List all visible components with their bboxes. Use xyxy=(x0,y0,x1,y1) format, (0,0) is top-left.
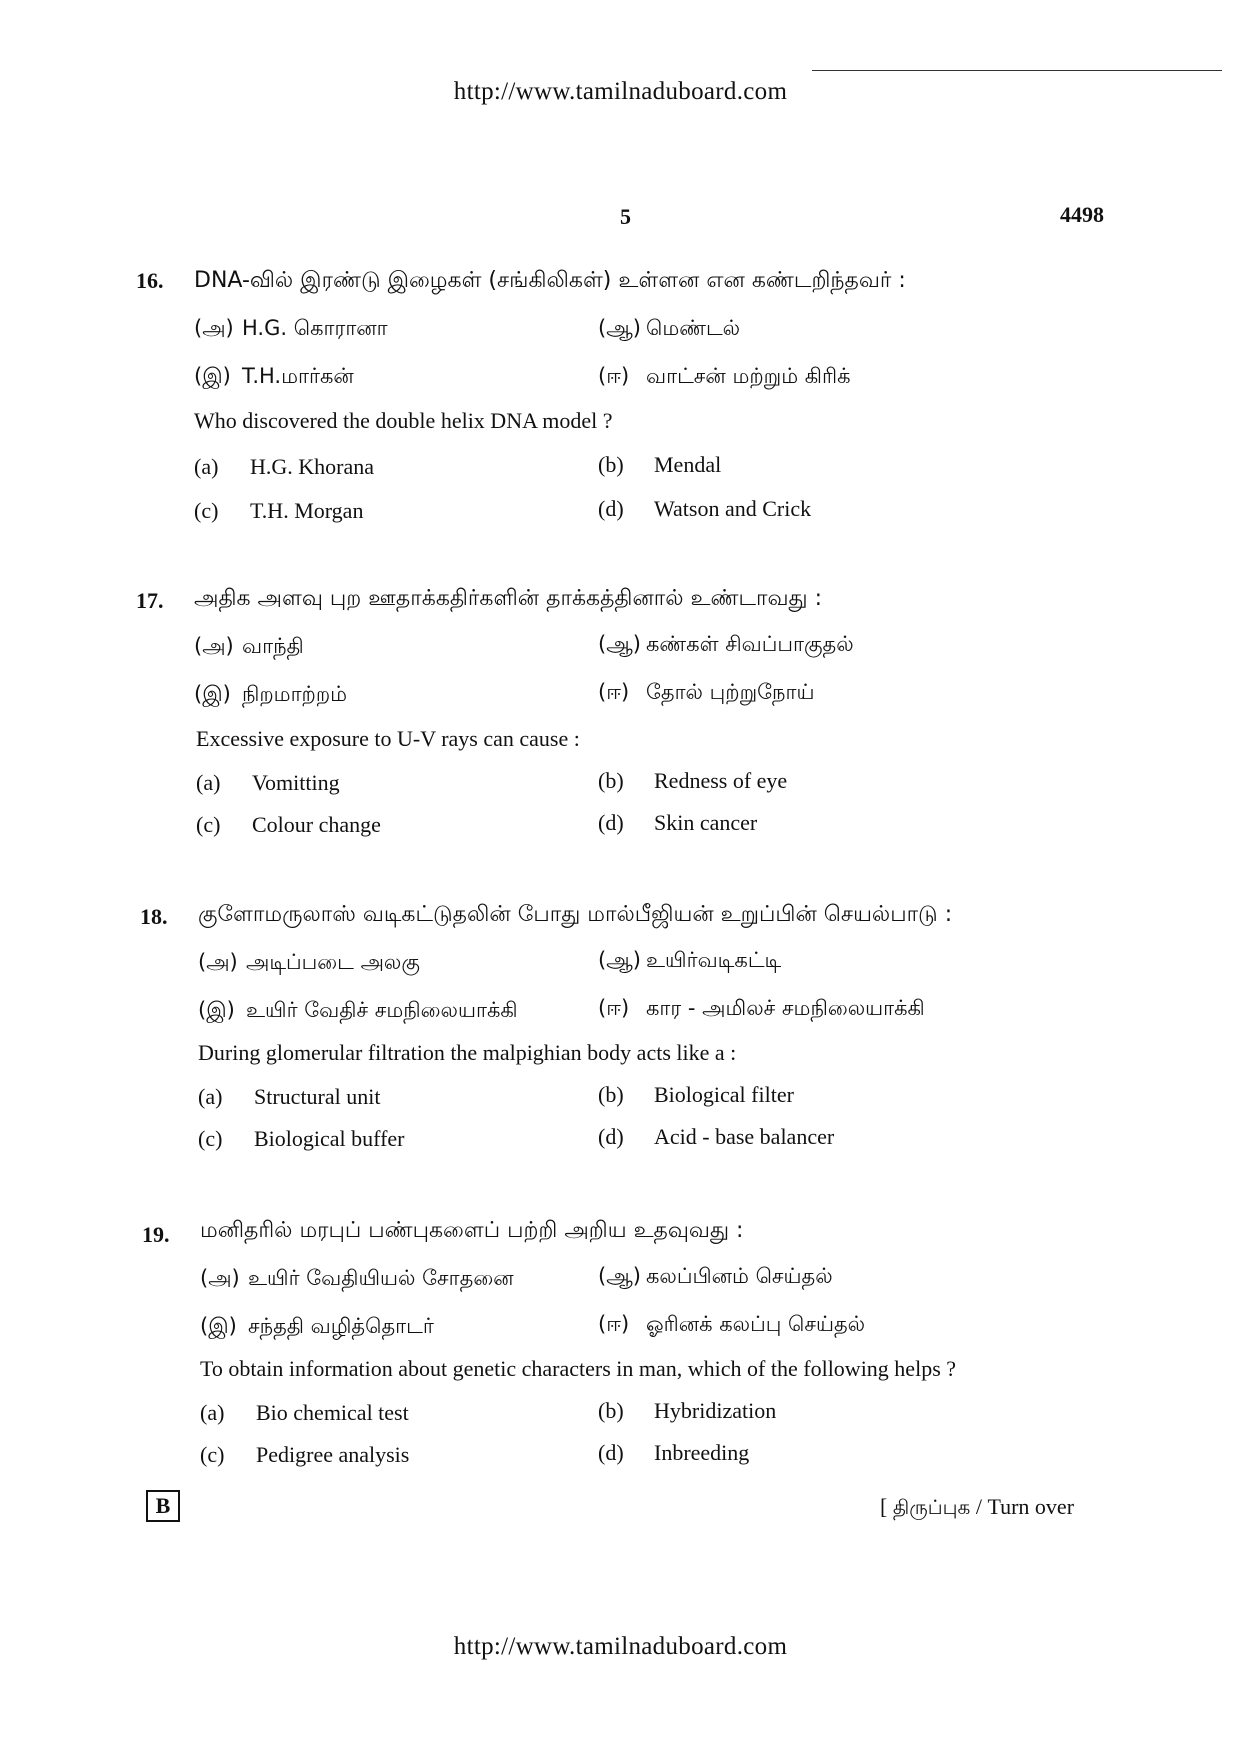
option-text: நிறமாற்றம் xyxy=(242,682,348,706)
option-text: Biological buffer xyxy=(254,1126,405,1151)
question-tamil: அதிக அளவு புற ஊதாக்கதிர்களின் தாக்கத்தினால் உண்டாவது : xyxy=(194,586,823,611)
option-text: Vomitting xyxy=(252,770,340,795)
option-english-b xyxy=(598,1398,776,1424)
option-text: Inbreeding xyxy=(654,1440,750,1465)
option-english-d xyxy=(598,1124,834,1150)
option-text: வாட்சன் மற்றும் கிரிக் xyxy=(646,364,851,388)
option-tamil-c xyxy=(194,364,354,391)
option-text: கார - அமிலச் சமநிலையாக்கி xyxy=(646,996,925,1020)
option-text: உயிர் வேதிச் சமநிலையாக்கி xyxy=(246,998,518,1022)
option-tamil-c xyxy=(198,998,518,1025)
option-text: கலப்பினம் செய்தல் xyxy=(646,1264,833,1288)
paper-code: 4498 xyxy=(1060,202,1104,227)
option-label: (இ) xyxy=(200,1314,237,1338)
option-label: (d) xyxy=(598,1440,624,1465)
option-tamil-d xyxy=(598,364,851,391)
option-label: (ஆ) xyxy=(598,632,641,656)
option-label: (a) xyxy=(200,1400,225,1425)
option-label: (d) xyxy=(598,496,624,521)
question-english: During glomerular filtration the malpighian body acts like a : xyxy=(198,1040,737,1065)
option-label: (இ) xyxy=(198,998,235,1022)
separator: / xyxy=(975,1494,982,1519)
turn-over-english: Turn over xyxy=(987,1494,1075,1519)
question-tamil: DNA-வில் இரண்டு இழைகள் (சங்கிலிகள்) உள்ளன என கண்டறிந்தவர் : xyxy=(194,268,906,293)
option-english-b xyxy=(598,768,787,794)
option-text: கண்கள் சிவப்பாகுதல் xyxy=(646,632,854,656)
option-english-a xyxy=(200,1400,409,1426)
option-label: (b) xyxy=(598,768,624,793)
option-label: (d) xyxy=(598,810,624,835)
option-tamil-c xyxy=(194,682,347,709)
option-text: ஓரினக் கலப்பு செய்தல் xyxy=(646,1312,866,1336)
question-tamil: மனிதரில் மரபுப் பண்புகளைப் பற்றி அறிய உதவுவது : xyxy=(200,1218,744,1243)
option-english-d xyxy=(598,1440,749,1466)
option-text: H.G. கொரானா xyxy=(242,316,388,340)
option-text: உயிர்வடிகட்டி xyxy=(646,948,782,972)
option-text: T.H. Morgan xyxy=(250,498,364,523)
option-text: T.H.மார்கன் xyxy=(242,364,354,388)
option-tamil-d xyxy=(598,1312,865,1339)
option-text: உயிர் வேதியியல் சோதனை xyxy=(248,1266,514,1290)
option-text: Bio chemical test xyxy=(256,1400,409,1425)
option-label: (c) xyxy=(198,1126,223,1151)
top-rule xyxy=(812,70,1222,71)
option-english-b xyxy=(598,1082,794,1108)
option-text: மெண்டல் xyxy=(646,316,741,340)
option-text: H.G. Khorana xyxy=(250,454,375,479)
option-text: அடிப்படை அலகு xyxy=(246,950,420,974)
option-text: Acid - base balancer xyxy=(654,1124,835,1149)
option-label: (ஈ) xyxy=(598,364,630,388)
option-label: (ஆ) xyxy=(598,1264,641,1288)
question-english: Excessive exposure to U-V rays can cause : xyxy=(196,726,580,751)
option-label: (ஈ) xyxy=(598,680,630,704)
option-label: (இ) xyxy=(194,364,231,388)
option-english-d xyxy=(598,496,811,522)
question-english: To obtain information about genetic characters in man, which of the following helps ? xyxy=(200,1356,957,1381)
option-english-b xyxy=(598,452,721,478)
option-text: வாந்தி xyxy=(242,634,304,658)
option-label: (d) xyxy=(598,1124,624,1149)
option-english-c xyxy=(194,498,363,524)
question-number: 17. xyxy=(136,588,164,613)
option-text: Biological filter xyxy=(654,1082,794,1107)
question-number: 19. xyxy=(142,1222,170,1247)
question-english: Who discovered the double helix DNA model ? xyxy=(194,408,613,433)
option-tamil-a xyxy=(194,316,388,343)
option-text: Hybridization xyxy=(654,1398,777,1423)
option-tamil-d xyxy=(598,996,925,1023)
option-label: (ஆ) xyxy=(598,948,641,972)
option-english-c xyxy=(196,812,381,838)
option-label: (இ) xyxy=(194,682,231,706)
bracket: [ xyxy=(880,1494,888,1519)
option-text: Mendal xyxy=(654,452,722,477)
option-text: Watson and Crick xyxy=(654,496,812,521)
option-label: (c) xyxy=(196,812,221,837)
option-text: Pedigree analysis xyxy=(256,1442,410,1467)
option-label: (a) xyxy=(198,1084,223,1109)
page-number: 5 xyxy=(620,204,631,229)
question-number: 18. xyxy=(140,904,168,929)
option-text: தோல் புற்றுநோய் xyxy=(646,680,815,704)
option-label: (அ) xyxy=(194,316,234,340)
option-english-c xyxy=(198,1126,405,1152)
option-label: (b) xyxy=(598,1082,624,1107)
option-english-a xyxy=(196,770,340,796)
option-label: (b) xyxy=(598,452,624,477)
booklet-code-box: B xyxy=(146,1490,180,1522)
option-text: Redness of eye xyxy=(654,768,788,793)
option-english-a xyxy=(194,454,374,480)
option-label: (அ) xyxy=(194,634,234,658)
option-label: (b) xyxy=(598,1398,624,1423)
option-tamil-d xyxy=(598,680,815,707)
turn-over-tamil: திருப்புக xyxy=(892,1495,971,1519)
option-text: Colour change xyxy=(252,812,381,837)
option-text: Skin cancer xyxy=(654,810,758,835)
option-label: (a) xyxy=(196,770,221,795)
option-tamil-b xyxy=(598,316,740,343)
option-label: (அ) xyxy=(200,1266,240,1290)
option-english-d xyxy=(598,810,757,836)
option-label: (a) xyxy=(194,454,219,479)
option-tamil-b xyxy=(598,632,854,659)
option-label: (ஆ) xyxy=(598,316,641,340)
option-tamil-a xyxy=(198,950,420,977)
option-label: (ஈ) xyxy=(598,996,630,1020)
option-label: (ஈ) xyxy=(598,1312,630,1336)
option-text: சந்ததி வழித்தொடர் xyxy=(248,1314,434,1338)
option-label: (அ) xyxy=(198,950,238,974)
option-tamil-a xyxy=(194,634,304,661)
option-english-c xyxy=(200,1442,409,1468)
option-label: (c) xyxy=(194,498,219,523)
option-tamil-b xyxy=(598,1264,833,1291)
option-tamil-a xyxy=(200,1266,514,1293)
option-label: (c) xyxy=(200,1442,225,1467)
option-english-a xyxy=(198,1084,380,1110)
option-tamil-b xyxy=(598,948,781,975)
question-number: 16. xyxy=(136,268,164,293)
turn-over-note xyxy=(880,1494,1074,1522)
option-tamil-c xyxy=(200,1314,434,1341)
footer-url[interactable]: http://www.tamilnaduboard.com xyxy=(453,1633,788,1660)
option-text: Structural unit xyxy=(254,1084,381,1109)
question-tamil: குளோமருலாஸ் வடிகட்டுதலின் போது மால்பீஜியன் உறுப்பின் செயல்பாடு : xyxy=(198,902,953,927)
header-url[interactable]: http://www.tamilnaduboard.com xyxy=(453,78,788,105)
